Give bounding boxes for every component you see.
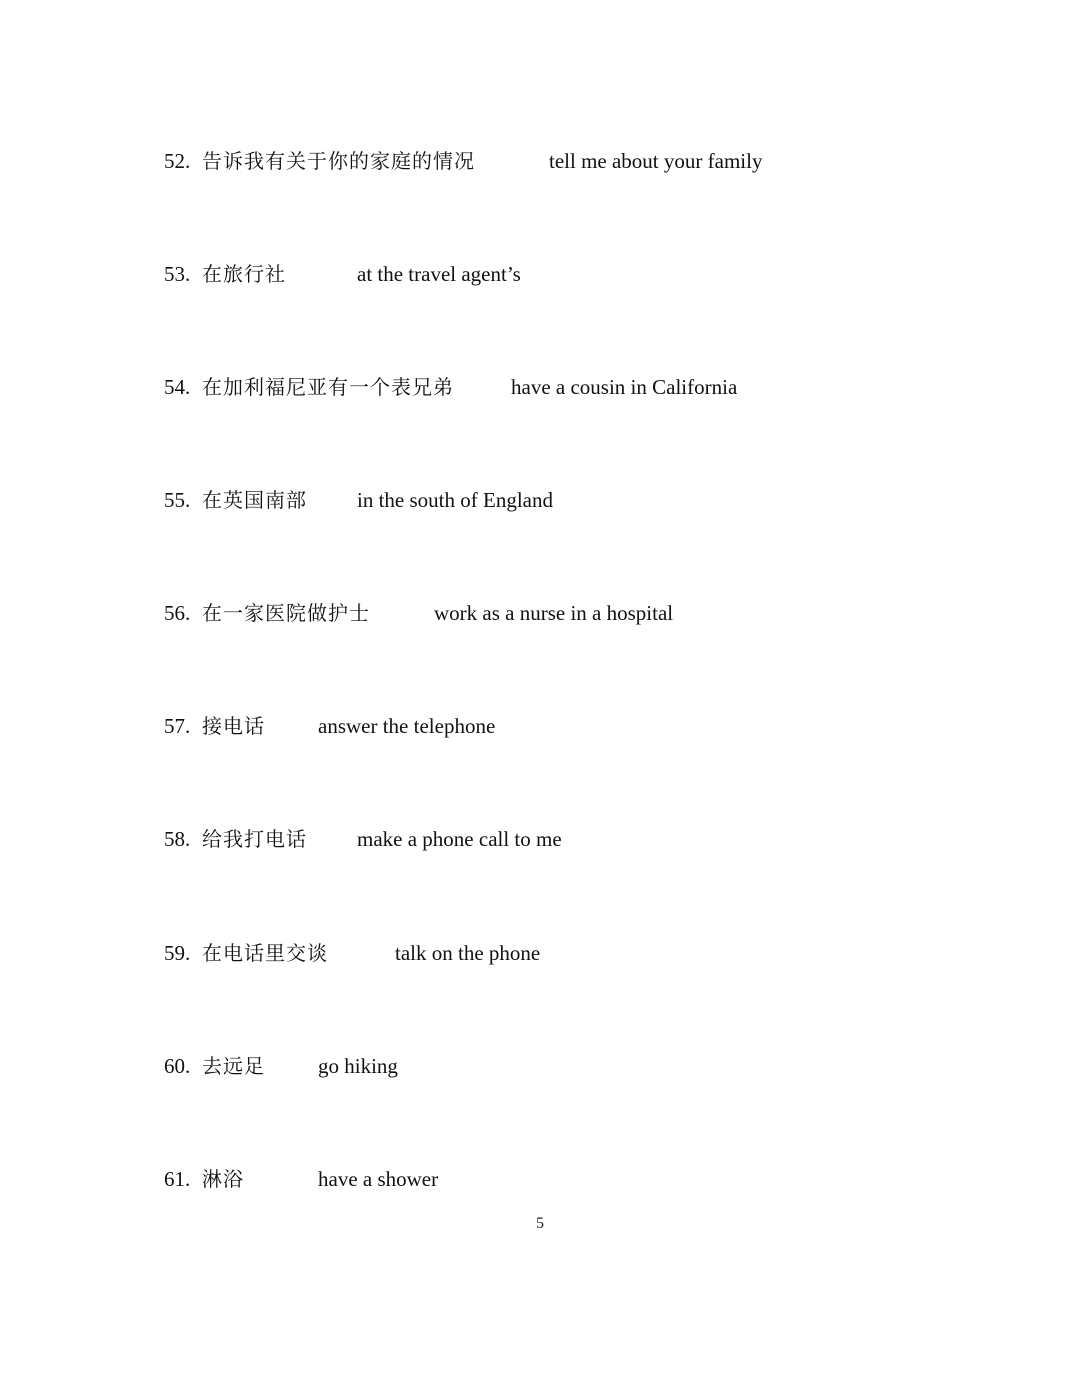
- entry-english: at the travel agent’s: [357, 262, 521, 286]
- entry-english: talk on the phone: [395, 941, 541, 965]
- entry-english: work as a nurse in a hospital: [434, 601, 674, 625]
- page-number: 5: [536, 1215, 544, 1232]
- entry-english: make a phone call to me: [357, 827, 562, 851]
- entry-chinese: 在电话里交谈: [202, 941, 328, 965]
- entry-english: in the south of England: [357, 488, 553, 512]
- entry-chinese: 在一家医院做护士: [202, 601, 370, 625]
- entry-english: have a shower: [318, 1167, 439, 1191]
- entry-english: go hiking: [318, 1054, 398, 1078]
- entry-number: 56.: [164, 601, 191, 625]
- entry-chinese: 给我打电话: [202, 827, 307, 851]
- entry-chinese: 告诉我有关于你的家庭的情况: [202, 149, 475, 173]
- entry-chinese: 在旅行社: [202, 262, 286, 286]
- entry-english: tell me about your family: [549, 149, 763, 173]
- entry-number: 55.: [164, 488, 191, 512]
- entry-chinese: 去远足: [202, 1054, 265, 1078]
- entry-number: 52.: [164, 149, 191, 173]
- entry-chinese: 淋浴: [202, 1167, 244, 1191]
- entry-chinese: 接电话: [202, 714, 265, 738]
- entry-number: 59.: [164, 941, 191, 965]
- entry-number: 53.: [164, 262, 191, 286]
- entry-number: 61.: [164, 1167, 191, 1191]
- entry-number: 57.: [164, 714, 191, 738]
- entry-number: 54.: [164, 375, 191, 399]
- entry-english: answer the telephone: [318, 714, 496, 738]
- entry-chinese: 在加利福尼亚有一个表兄弟: [202, 375, 454, 399]
- entry-english: have a cousin in California: [511, 375, 738, 399]
- entry-number: 60.: [164, 1054, 191, 1078]
- entry-chinese: 在英国南部: [202, 488, 307, 512]
- entry-number: 58.: [164, 827, 191, 851]
